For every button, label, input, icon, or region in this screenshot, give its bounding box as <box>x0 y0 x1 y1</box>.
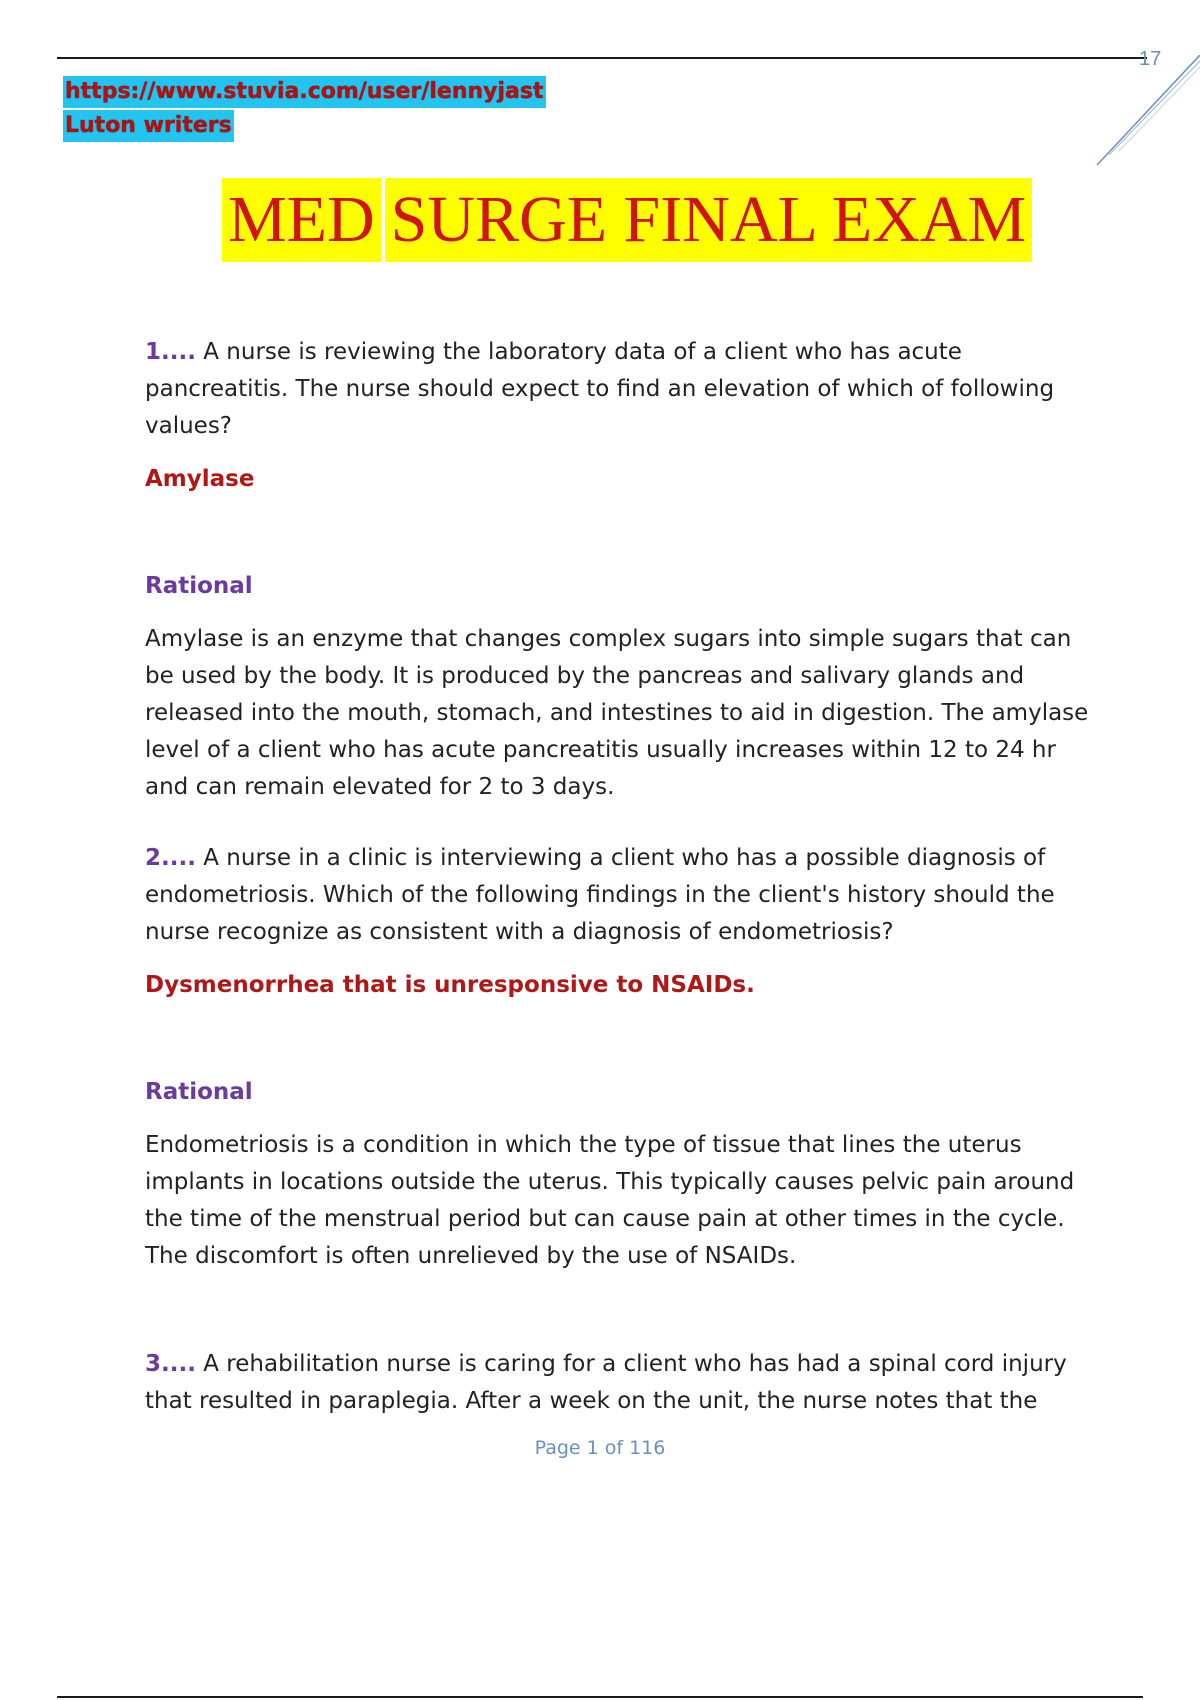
question-block <box>145 1346 1105 1420</box>
page-title <box>222 178 1032 262</box>
question-block <box>145 840 1105 1275</box>
answer-text: Amylase <box>145 466 255 492</box>
question-block <box>145 334 1105 806</box>
question-text <box>145 1346 1105 1420</box>
title-part-2: SURGE FINAL EXAM <box>385 178 1033 262</box>
question-number: 2.... <box>145 845 196 871</box>
rational-text: Endometriosis is a condition in which the type of tissue that lines the uterus implants in locations outside the uterus. This typically causes pelvic pain around the time of the menstrual period but can cause pain at other times in the cycle. The discomfort is often unrelieved by the use of NSAIDs. <box>145 1132 1075 1269</box>
rational-text: Amylase is an enzyme that changes complex sugars into simple sugars that can be used by the body. It is produced by the pancreas and salivary glands and released into the mouth, stomach, and intestines to aid in digestion. The amylase level of a client who has acute pancreatitis usually increases within 12 to 24 hr and can remain elevated for 2 to 3 days. <box>145 626 1089 800</box>
rational-heading: Rational <box>145 573 253 599</box>
page-footer: Page 1 of 116 <box>534 1437 666 1459</box>
source-attribution <box>63 76 546 142</box>
source-url-link[interactable]: https://www.stuvia.com/user/lennyjast <box>63 76 546 108</box>
header-rule <box>57 57 1147 59</box>
rational-heading: Rational <box>145 1079 253 1105</box>
question-body: A nurse is reviewing the laboratory data of a client who has acute pancreatitis. The nurse should expect to find an elevation of which of following values? <box>145 339 1055 439</box>
footer-rule <box>57 1696 1143 1698</box>
title-part-1: MED <box>222 178 381 262</box>
question-number: 3.... <box>145 1351 196 1377</box>
corner-page-number: 17 <box>1139 48 1162 70</box>
question-text <box>145 334 1105 445</box>
question-body: A nurse in a clinic is interviewing a client who has a possible diagnosis of endometriosis. Which of the following findings in the client's history should the nurse recognize as consistent with a diagnosis of endometriosis? <box>145 845 1055 945</box>
question-body: A rehabilitation nurse is caring for a client who has had a spinal cord injury that resulted in paraplegia. After a week on the unit, the nurse notes that the <box>145 1351 1067 1414</box>
question-number: 1.... <box>145 339 196 365</box>
question-text <box>145 840 1105 951</box>
corner-decoration-icon <box>1095 55 1200 170</box>
source-name: Luton writers <box>63 110 234 142</box>
answer-text: Dysmenorrhea that is unresponsive to NSAIDs. <box>145 972 755 998</box>
